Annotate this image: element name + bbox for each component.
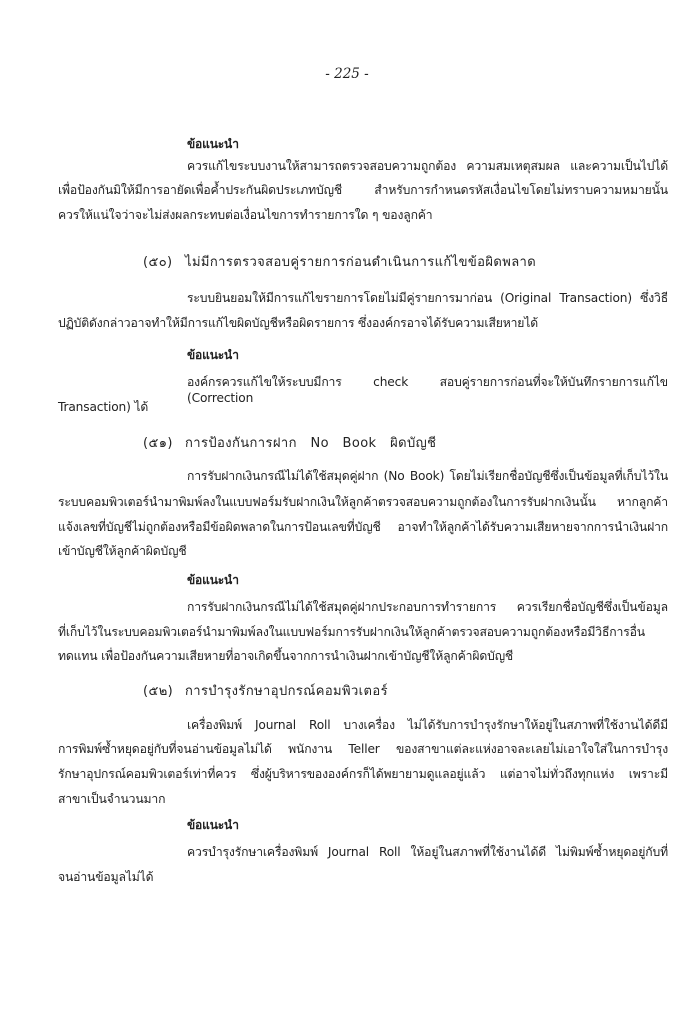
paragraph-line: เข้าบัญชีให้ลูกค้าผิดบัญชี <box>58 544 187 558</box>
paragraph-line: เครื่องพิมพ์ Journal Roll บางเครื่อง ไม่ได้รับการบำรุงรักษาให้อยู่ในสภาพที่ใช้งานได้ดีมี <box>187 718 668 732</box>
paragraph-line: ปฏิบัติดังกล่าวอาจทำให้มีการแก้ไขผิดบัญชีหรือผิดรายการ ซึ่งองค์กรอาจได้รับความเสียหายได้ <box>58 316 539 330</box>
paragraph-line: การพิมพ์ซ้ำหยุดอยู่กับที่จนอ่านข้อมูลไม่ได้ พนักงาน Teller ของสาขาแต่ละแห่งอาจละเลยไม่เอาใจใส่ในการบำรุง <box>58 742 668 756</box>
section-heading: การป้องกันการฝาก No Book ผิดบัญชี <box>185 436 437 451</box>
advice-label: ข้อแนะนำ <box>187 573 239 587</box>
paragraph-line: ทดแทน เพื่อป้องกันความเสียหายที่อาจเกิดขึ้นจากการนำเงินฝากเข้าบัญชีให้ลูกค้าผิดบัญชี <box>58 649 514 663</box>
paragraph-line: การรับฝากเงินกรณีไม่ได้ใช้สมุดคู่ฝากประกอบการทำรายการ ควรเรียกชื่อบัญชีซึ่งเป็นข้อมูล <box>187 600 668 614</box>
paragraph-line: ระบบยินยอมให้มีการแก้ไขรายการโดยไม่มีคู่รายการมาก่อน (Original Transaction) ซึ่งวิธี <box>187 291 668 305</box>
advice-label: ข้อแนะนำ <box>187 137 239 151</box>
paragraph-line: ควรบำรุงรักษาเครื่องพิมพ์ Journal Roll ให้อยู่ในสภาพที่ใช้งานได้ดี ไม่พิมพ์ซ้ำหยุดอยู่กับที่ <box>187 845 668 859</box>
paragraph-line: ควรให้แน่ใจว่าจะไม่ส่งผลกระทบต่อเงื่อนไขการทำรายการใด ๆ ของลูกค้า <box>58 208 433 222</box>
paragraph-line: องค์กรควรแก้ไขให้ระบบมีการ check สอบคู่รายการก่อนที่จะให้บันทึกรายการแก้ไข (Correction <box>187 375 668 405</box>
section-heading: ไม่มีการตรวจสอบคู่รายการก่อนดำเนินการแก้ไขข้อผิดพลาด <box>185 255 537 270</box>
section-number: (๕๑) <box>143 436 173 451</box>
section-number: (๕๒) <box>143 684 174 699</box>
paragraph-line: ที่เก็บไว้ในระบบคอมพิวเตอร์นำมาพิมพ์ลงในแบบฟอร์มการรับฝากเงินให้ลูกค้าตรวจสอบความถูกต้องหรือมีวิธีการอื่น <box>58 625 645 639</box>
section-heading: การบำรุงรักษาอุปกรณ์คอมพิวเตอร์ <box>185 684 388 699</box>
paragraph-line: สาขาเป็นจำนวนมาก <box>58 792 166 806</box>
paragraph-line: จนอ่านข้อมูลไม่ได้ <box>58 870 154 884</box>
paragraph-line: Transaction) ได้ <box>58 400 149 414</box>
paragraph-line: รักษาอุปกรณ์คอมพิวเตอร์เท่าที่ควร ซึ่งผู้บริหารขององค์กรก็ได้พยายามดูแลอยู่แล้ว แต่อาจไม่ทั่วถึงทุกแห่ง เพราะมี <box>58 767 668 781</box>
page-number: - 225 - <box>325 66 369 82</box>
paragraph-line: การรับฝากเงินกรณีไม่ได้ใช้สมุดคู่ฝาก (No Book) โดยไม่เรียกชื่อบัญชีซึ่งเป็นข้อมูลที่เก็บไว้ใน <box>187 469 668 483</box>
advice-label: ข้อแนะนำ <box>187 348 239 362</box>
advice-label: ข้อแนะนำ <box>187 818 239 832</box>
paragraph-line: ระบบคอมพิวเตอร์นำมาพิมพ์ลงในแบบฟอร์มรับฝากเงินให้ลูกค้าตรวจสอบความถูกต้องในการรับฝากเงินนั้น หากลูกค้า <box>58 495 668 509</box>
paragraph-line: ควรแก้ไขระบบงานให้สามารถตรวจสอบความถูกต้อง ความสมเหตุสมผล และความเป็นไปได้ <box>187 159 668 173</box>
paragraph-line: แจ้งเลขที่บัญชีไม่ถูกต้องหรือมีข้อผิดพลาดในการป้อนเลขที่บัญชี อาจทำให้ลูกค้าได้รับความเสียหายจากการนำเงินฝาก <box>58 520 668 534</box>
paragraph-line: เพื่อป้องกันมิให้มีการอายัดเพื่อค้ำประกันผิดประเภทบัญชี สำหรับการกำหนดรหัสเงื่อนไขโดยไม่ทราบความหมายนั้น <box>58 183 668 197</box>
section-number: (๕๐) <box>143 255 173 270</box>
